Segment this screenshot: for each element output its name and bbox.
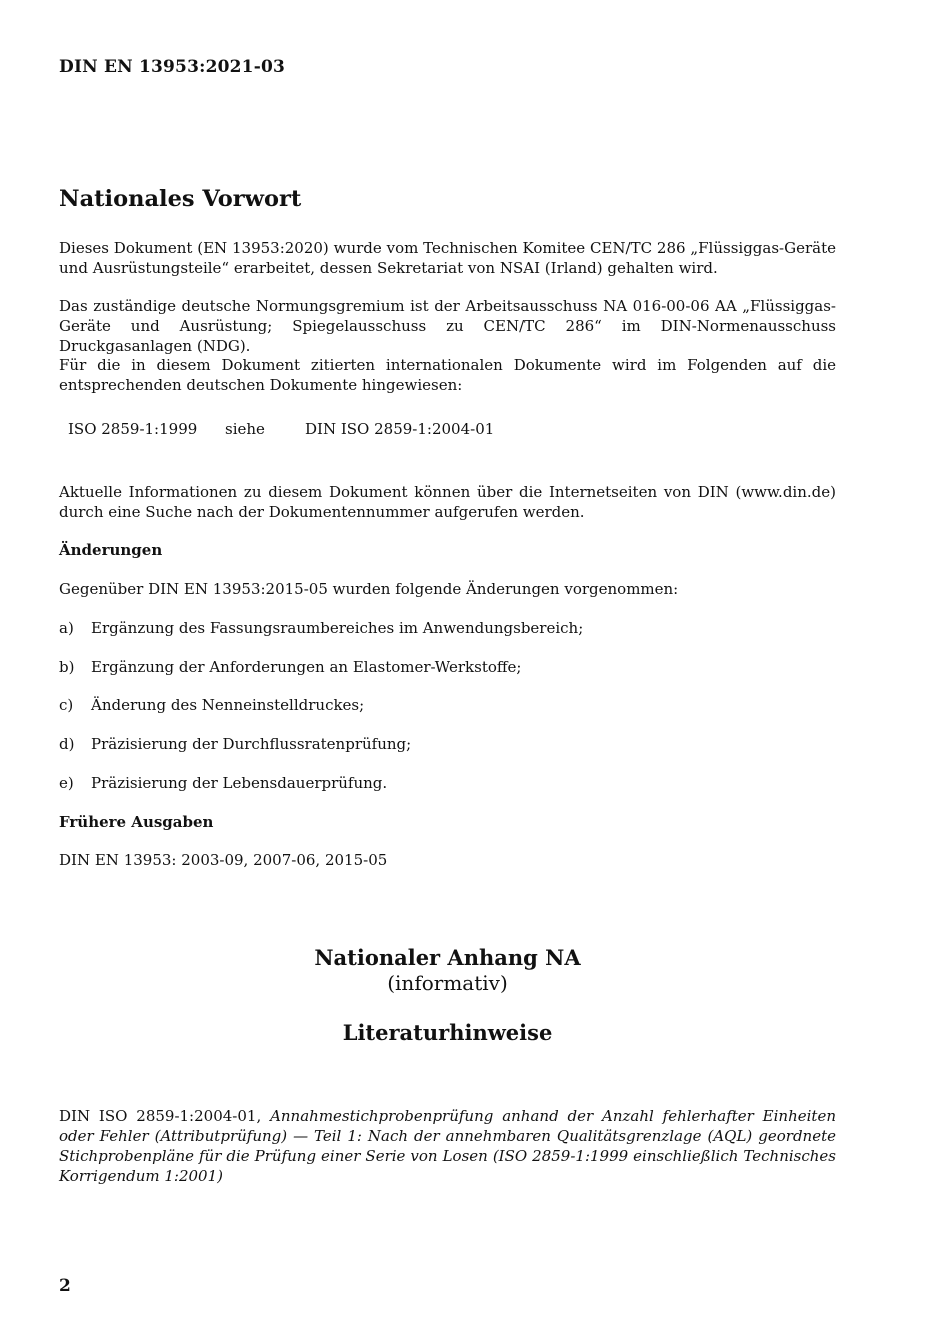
list-item: Ergänzung der Anforderungen an Elastomer-Werkstoffe; xyxy=(91,658,522,676)
bibliography-entry-reference: DIN ISO 2859-1:2004-01, xyxy=(59,1107,271,1125)
list-item-marker: e) xyxy=(59,774,74,792)
literature-heading: Literaturhinweise xyxy=(342,1020,553,1045)
vorwort-heading: Nationales Vorwort xyxy=(59,186,302,212)
annex-subtitle: (informativ) xyxy=(387,971,508,995)
annex-title: Nationaler Anhang NA xyxy=(314,945,581,970)
vorwort-paragraph-3: Für die in diesem Dokument zitierten internationalen Dokumente wird im Folgenden auf die entsprechenden deutschen Dokumente hingewiesen: xyxy=(59,356,836,394)
reference-din: DIN ISO 2859-1:2004-01 xyxy=(305,420,495,438)
list-item: Änderung des Nenneinstelldruckes; xyxy=(91,696,365,714)
list-item-marker: b) xyxy=(59,658,75,676)
list-item-marker: a) xyxy=(59,619,74,637)
reference-siehe: siehe xyxy=(225,420,265,438)
fruehere-ausgaben-heading: Frühere Ausgaben xyxy=(59,813,214,831)
vorwort-paragraph-1: Dieses Dokument (EN 13953:2020) wurde vom Technischen Komitee CEN/TC 286 „Flüssiggas-Geräte und Ausrüstungsteile“ erarbeitet, dessen Sekretariat von NSAI (Irland) gehalten wird. xyxy=(59,239,836,277)
list-item: Präzisierung der Lebensdauerprüfung. xyxy=(91,774,388,792)
list-item-marker: c) xyxy=(59,696,74,714)
bibliography-entry xyxy=(59,1106,836,1186)
aenderungen-intro: Gegenüber DIN EN 13953:2015-05 wurden folgende Änderungen vorgenommen: xyxy=(59,580,679,598)
list-item: Präzisierung der Durchflussratenprüfung; xyxy=(91,735,412,753)
vorwort-paragraph-2: Das zuständige deutsche Normungsgremium ist der Arbeitsausschuss NA 016-00-06 AA „Flüssiggas-Geräte und Ausrüstung; Spiegelausschuss zu CEN/TC 286“ im DIN-Normenausschuss Druckgasanlagen (NDG). xyxy=(59,297,836,355)
vorwort-paragraph-4: Aktuelle Informationen zu diesem Dokument können über die Internetseiten von DIN (www.din.de) durch eine Suche nach der Dokumentennummer aufgerufen werden. xyxy=(59,483,836,521)
aenderungen-heading: Änderungen xyxy=(59,541,163,559)
list-item: Ergänzung des Fassungsraumbereiches im Anwendungsbereich; xyxy=(91,619,584,637)
document-header-id: DIN EN 13953:2021-03 xyxy=(59,57,286,77)
reference-international: ISO 2859-1:1999 xyxy=(68,420,198,438)
fruehere-ausgaben-text: DIN EN 13953: 2003-09, 2007-06, 2015-05 xyxy=(59,851,388,869)
list-item-marker: d) xyxy=(59,735,75,753)
page-number: 2 xyxy=(59,1276,71,1296)
bibliography-entry-title: Annahmestichprobenprüfung anhand der Anzahl fehlerhafter Einheiten oder Fehler (Attributprüfung) — Teil 1: Nach der annehmbaren Qualitätsgrenzlage (AQL) geordnete Stichprobenpläne für die Prüfung einer Serie von Losen (ISO 2859-1:1999 einschließlich Technisches Korrigendum 1:2001) xyxy=(59,1107,836,1185)
